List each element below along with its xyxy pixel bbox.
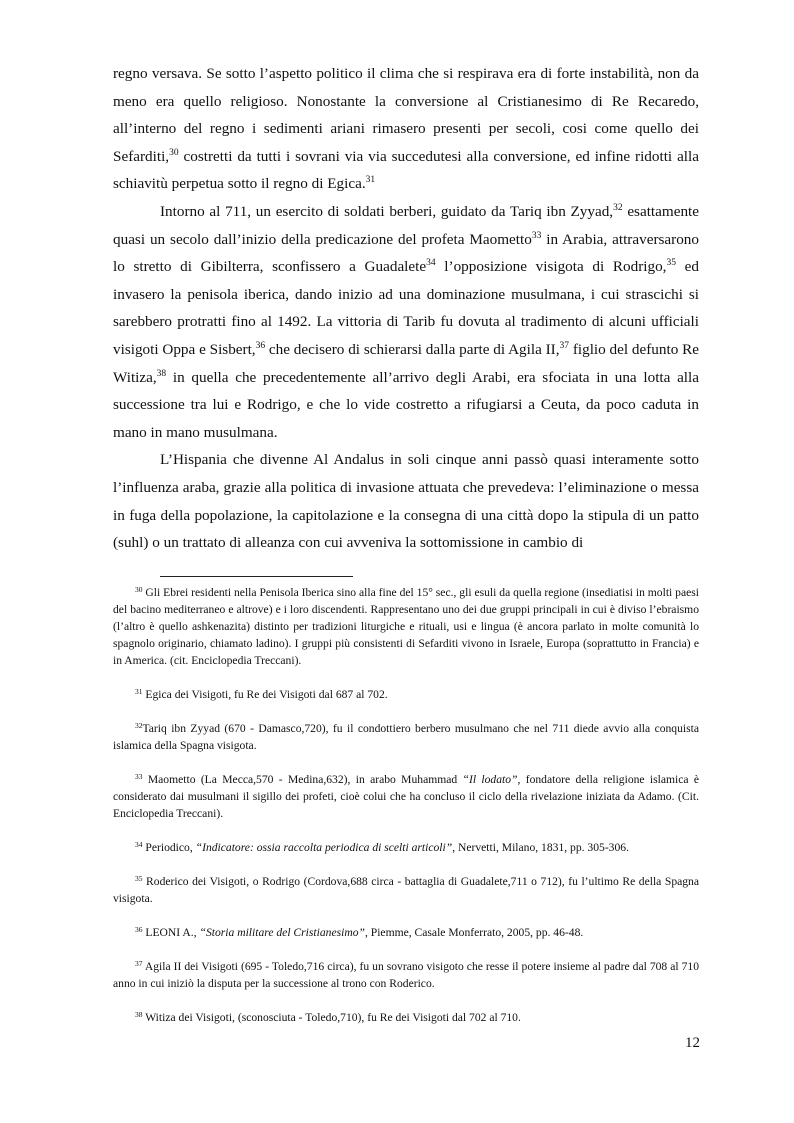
page-number: 12: [685, 1035, 700, 1051]
footnote-ref: 35: [666, 258, 676, 269]
footnotes: [113, 584, 699, 1043]
paragraph: L’Hispania che divenne Al Andalus in soli cinque anni passò quasi interamente sotto l’influenza araba, grazie alla politica di invasione attuata che prevedeva: l’eliminazione o messa in fuga della popolazione, la capitolazione e la consegna di una città dopo la stipula di un patto (suhl) o un trattato di alleanza con cui avveniva la sottomissione in cambio di: [113, 451, 699, 552]
footnote-ref: 31: [365, 175, 376, 186]
footnote-ref: 34: [426, 258, 436, 269]
footnote-33: $^{33}$ Maometto (La Mecca,570 - Medina,632), in arabo Muhammad “Il lodato”, fondatore della religione islamica è considerato dai musulmani il sigillo dei profeti, cioè colui che ha concluso il ciclo della rivelazione iniziata da Adamo. (Cit. Enciclopedia Treccani).: [113, 772, 699, 820]
paragraph: Intorno al 711, un esercito di soldati berberi, guidato da Tariq ibn Zyyad,$^{32}$ esattamente quasi un secolo dall’inizio della predicazione del profeta Maometto$^{33}$ in Arabia, attraversarono lo stretto di Gibilterra, sconfissero a Guadalete$^{34}$ l’opposizione visigota di Rodrigo,$^{35}$ ed invasero la penisola iberica, dando inizio ad una dominazione musulmana, i cui strascichi si sarebbero protratti fino al 1492. La vittoria di Tarib fu dovuta al tradimento di alcuni ufficiali visigoti Oppa e Sisbert,$^{36}$ che decisero di schierarsi dalla parte di Agila II,$^{37}$ figlio del defunto Re Witiza,$^{38}$ in quella che precedentemente all’arrivo degli Arabi, era sfociata in una lotta alla successione tra lui e Rodrigo, e che lo vide costretto a rifugiarsi a Ceuta, da poco caduta in mano in mano musulmana.: [113, 202, 699, 441]
footnote-34: $^{34}$ Periodico, “Indicatore: ossia raccolta periodica di scelti articoli”, Nervetti, Milano, 1831, pp. 305-306.: [135, 840, 629, 854]
footnote-31: $^{31}$ Egica dei Visigoti, fu Re dei Visigoti dal 687 al 702.: [135, 687, 388, 701]
footnote-38: $^{38}$ Witiza dei Visigoti, (sconosciuta - Toledo,710), fu Re dei Visigoti dal 702 al 710.: [135, 1010, 521, 1024]
footnote-36: $^{36}$ LEONI A., “Storia militare del Cristianesimo”, Piemme, Casale Monferrato, 2005, pp. 46-48.: [135, 925, 584, 939]
main-text: [113, 60, 699, 557]
footnote-30: $^{30}$ Gli Ebrei residenti nella Penisola Iberica sino alla fine del 15° sec., gli esuli da quella regione (insediatisi in molti paesi del bacino mediterraneo e altrove) e i loro discendenti. Rappresentano uno dei due gruppi principali in cui è diviso l’ebraismo (l’altro è quello ashkenazita) distinto per tradizioni liturgiche e rituali, usi e lingua (è ancora parlato in molte comunità lo spagnolo originario, chiamato ladino). I gruppi più consistenti di Sefarditi vivono in Israele, Europa (soprattutto in Francia) e in America. (cit. Enciclopedia Treccani).: [113, 585, 699, 667]
footnote-ref: 32: [613, 202, 623, 213]
paragraph: regno versava. Se sotto l’aspetto politico il clima che si respirava era di forte instabilità, non da meno era quello religioso. Nonostante la conversione al Cristianesimo di Re Recaredo, all’interno del regno i sedimenti ariani rimasero presenti per secoli, cosi come quello dei Sefarditi,$^{30}$ costretti da tutti i sovrani via via succedutesi alla conversione, ed infine ridotti alla schiavitù perpetua sotto il regno di Egica.$^{31}$: [113, 65, 699, 193]
footnote-ref: 30: [169, 147, 179, 158]
footnote-37: $^{37}$ Agila II dei Visigoti (695 - Toledo,716 circa), fu un sovrano visigoto che resse il potere insieme al padre dal 708 al 710 anno in cui iniziò la disputa per la successione al trono con Roderico.: [113, 959, 699, 990]
footnote-35: $^{35}$ Roderico dei Visigoti, o Rodrigo (Cordova,688 circa - battaglia di Guadalete,711 o 712), fu l’ultimo Re della Spagna visigota.: [113, 874, 699, 905]
footnote-ref: 36: [255, 340, 266, 351]
footnote-ref: 38: [156, 368, 167, 379]
footnote-ref: 33: [531, 230, 542, 241]
footnote-32: $^{32}$Tariq ibn Zyyad (670 - Damasco,720), fu il condottiero berbero musulmano che nel 711 diede avvio alla conquista islamica della Spagna visigota.: [113, 721, 699, 752]
footnote-ref: 37: [559, 340, 570, 351]
footnote-separator: [160, 576, 353, 577]
